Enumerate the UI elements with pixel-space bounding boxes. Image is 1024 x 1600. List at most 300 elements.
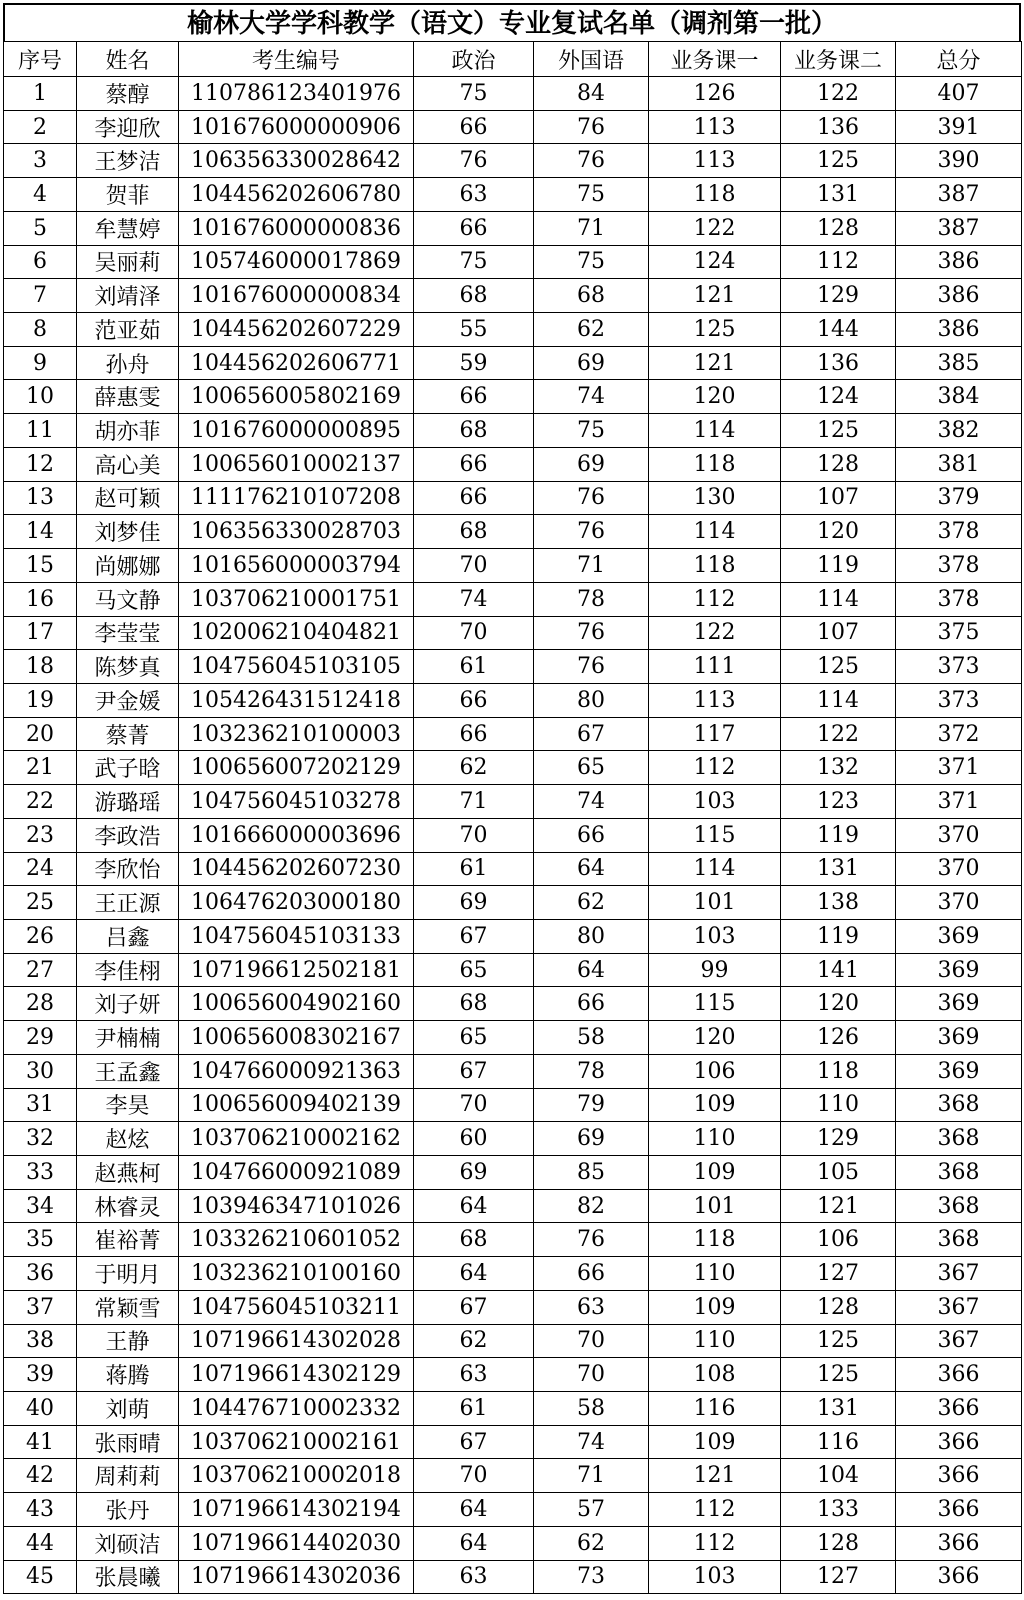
table-row (4, 144, 1022, 178)
cell-course-two: 110 (781, 1088, 896, 1122)
cell-total: 375 (896, 616, 1022, 650)
cell-course-one: 109 (649, 1290, 781, 1324)
table-row (4, 1021, 1022, 1055)
cell-politics: 67 (414, 1054, 534, 1088)
cell-politics: 61 (414, 1392, 534, 1426)
cell-course-one: 122 (649, 616, 781, 650)
cell-foreign-language: 76 (534, 1223, 649, 1257)
cell-foreign-language: 74 (534, 785, 649, 819)
cell-name: 赵可颖 (77, 481, 179, 515)
cell-course-one: 124 (649, 245, 781, 279)
cell-name: 蔡醇 (77, 77, 179, 111)
cell-index: 25 (4, 886, 77, 920)
cell-candidate-id: 101666000003696 (179, 818, 414, 852)
cell-candidate-id: 103326210601052 (179, 1223, 414, 1257)
cell-candidate-id: 104456202606780 (179, 178, 414, 212)
cell-total: 366 (896, 1425, 1022, 1459)
cell-candidate-id: 100656010002137 (179, 447, 414, 481)
table-row (4, 549, 1022, 583)
cell-index: 8 (4, 313, 77, 347)
cell-total: 385 (896, 346, 1022, 380)
cell-course-two: 118 (781, 1054, 896, 1088)
cell-total: 382 (896, 414, 1022, 448)
cell-course-one: 114 (649, 414, 781, 448)
cell-politics: 61 (414, 650, 534, 684)
cell-index: 13 (4, 481, 77, 515)
cell-index: 43 (4, 1493, 77, 1527)
sheet-title: 榆林大学学科教学（语文）专业复试名单（调剂第一批） (3, 3, 1021, 41)
cell-politics: 68 (414, 414, 534, 448)
cell-candidate-id: 105426431512418 (179, 683, 414, 717)
cell-politics: 63 (414, 1358, 534, 1392)
cell-politics: 61 (414, 852, 534, 886)
cell-course-two: 141 (781, 953, 896, 987)
cell-candidate-id: 103236210100160 (179, 1257, 414, 1291)
cell-foreign-language: 67 (534, 717, 649, 751)
cell-course-two: 126 (781, 1021, 896, 1055)
cell-candidate-id: 107196614402030 (179, 1526, 414, 1560)
cell-total: 370 (896, 852, 1022, 886)
cell-total: 386 (896, 313, 1022, 347)
header-total: 总分 (896, 42, 1022, 77)
cell-name: 张雨晴 (77, 1425, 179, 1459)
cell-course-one: 120 (649, 1021, 781, 1055)
cell-course-two: 124 (781, 380, 896, 414)
cell-politics: 64 (414, 1493, 534, 1527)
cell-index: 44 (4, 1526, 77, 1560)
cell-total: 368 (896, 1122, 1022, 1156)
cell-index: 30 (4, 1054, 77, 1088)
table-row (4, 919, 1022, 953)
cell-total: 372 (896, 717, 1022, 751)
header-foreign-language: 外国语 (534, 42, 649, 77)
cell-foreign-language: 85 (534, 1156, 649, 1190)
cell-course-one: 121 (649, 346, 781, 380)
cell-foreign-language: 62 (534, 886, 649, 920)
cell-index: 11 (4, 414, 77, 448)
cell-politics: 75 (414, 245, 534, 279)
cell-candidate-id: 103706210002161 (179, 1425, 414, 1459)
cell-name: 游璐瑶 (77, 785, 179, 819)
cell-name: 贺菲 (77, 178, 179, 212)
cell-name: 周莉莉 (77, 1459, 179, 1493)
cell-course-two: 114 (781, 683, 896, 717)
cell-course-two: 128 (781, 211, 896, 245)
cell-politics: 70 (414, 1088, 534, 1122)
cell-course-two: 127 (781, 1560, 896, 1594)
table-row (4, 1560, 1022, 1594)
cell-total: 387 (896, 211, 1022, 245)
cell-foreign-language: 65 (534, 751, 649, 785)
cell-politics: 71 (414, 785, 534, 819)
cell-course-one: 114 (649, 852, 781, 886)
cell-foreign-language: 71 (534, 549, 649, 583)
cell-name: 于明月 (77, 1257, 179, 1291)
cell-candidate-id: 100656007202129 (179, 751, 414, 785)
table-row (4, 582, 1022, 616)
cell-total: 369 (896, 919, 1022, 953)
cell-course-one: 103 (649, 919, 781, 953)
cell-course-one: 112 (649, 751, 781, 785)
cell-index: 33 (4, 1156, 77, 1190)
cell-candidate-id: 104756045103133 (179, 919, 414, 953)
cell-politics: 65 (414, 1021, 534, 1055)
cell-foreign-language: 78 (534, 1054, 649, 1088)
cell-course-one: 112 (649, 1493, 781, 1527)
cell-candidate-id: 100656008302167 (179, 1021, 414, 1055)
cell-course-one: 118 (649, 549, 781, 583)
cell-politics: 76 (414, 144, 534, 178)
cell-index: 6 (4, 245, 77, 279)
cell-index: 5 (4, 211, 77, 245)
table-row (4, 1392, 1022, 1426)
cell-foreign-language: 63 (534, 1290, 649, 1324)
cell-candidate-id: 100656005802169 (179, 380, 414, 414)
header-index: 序号 (4, 42, 77, 77)
cell-name: 吴丽莉 (77, 245, 179, 279)
cell-candidate-id: 106356330028642 (179, 144, 414, 178)
cell-name: 王孟鑫 (77, 1054, 179, 1088)
cell-total: 366 (896, 1493, 1022, 1527)
cell-course-two: 122 (781, 717, 896, 751)
table-row (4, 414, 1022, 448)
cell-foreign-language: 64 (534, 953, 649, 987)
cell-name: 刘梦佳 (77, 515, 179, 549)
cell-politics: 68 (414, 515, 534, 549)
cell-index: 36 (4, 1257, 77, 1291)
cell-total: 370 (896, 886, 1022, 920)
cell-name: 李昊 (77, 1088, 179, 1122)
cell-course-two: 119 (781, 549, 896, 583)
cell-name: 王静 (77, 1324, 179, 1358)
cell-course-two: 129 (781, 1122, 896, 1156)
cell-foreign-language: 57 (534, 1493, 649, 1527)
cell-total: 369 (896, 953, 1022, 987)
cell-politics: 69 (414, 1156, 534, 1190)
cell-name: 高心美 (77, 447, 179, 481)
table-row (4, 1054, 1022, 1088)
cell-total: 368 (896, 1088, 1022, 1122)
cell-course-one: 122 (649, 211, 781, 245)
cell-index: 1 (4, 77, 77, 111)
cell-course-one: 120 (649, 380, 781, 414)
cell-course-two: 104 (781, 1459, 896, 1493)
cell-course-two: 122 (781, 77, 896, 111)
cell-course-one: 113 (649, 110, 781, 144)
cell-name: 孙舟 (77, 346, 179, 380)
cell-foreign-language: 73 (534, 1560, 649, 1594)
cell-name: 尹楠楠 (77, 1021, 179, 1055)
cell-politics: 65 (414, 953, 534, 987)
cell-foreign-language: 66 (534, 818, 649, 852)
cell-name: 王正源 (77, 886, 179, 920)
cell-index: 34 (4, 1189, 77, 1223)
cell-name: 刘子妍 (77, 987, 179, 1021)
cell-politics: 75 (414, 77, 534, 111)
cell-foreign-language: 75 (534, 178, 649, 212)
cell-candidate-id: 104766000921089 (179, 1156, 414, 1190)
cell-course-one: 99 (649, 953, 781, 987)
cell-politics: 66 (414, 110, 534, 144)
cell-total: 369 (896, 1054, 1022, 1088)
cell-total: 371 (896, 751, 1022, 785)
cell-politics: 66 (414, 481, 534, 515)
cell-total: 370 (896, 818, 1022, 852)
cell-name: 张晨曦 (77, 1560, 179, 1594)
cell-course-two: 136 (781, 346, 896, 380)
candidate-table (3, 41, 1022, 1594)
cell-course-two: 125 (781, 414, 896, 448)
cell-total: 366 (896, 1560, 1022, 1594)
cell-total: 373 (896, 683, 1022, 717)
cell-index: 38 (4, 1324, 77, 1358)
cell-total: 368 (896, 1156, 1022, 1190)
cell-candidate-id: 103706210001751 (179, 582, 414, 616)
cell-foreign-language: 76 (534, 515, 649, 549)
cell-course-one: 113 (649, 144, 781, 178)
cell-name: 陈梦真 (77, 650, 179, 684)
cell-politics: 66 (414, 683, 534, 717)
cell-name: 胡亦菲 (77, 414, 179, 448)
table-row (4, 110, 1022, 144)
cell-index: 19 (4, 683, 77, 717)
cell-name: 李政浩 (77, 818, 179, 852)
cell-foreign-language: 70 (534, 1358, 649, 1392)
cell-foreign-language: 80 (534, 683, 649, 717)
cell-index: 12 (4, 447, 77, 481)
cell-politics: 64 (414, 1257, 534, 1291)
table-row (4, 1290, 1022, 1324)
cell-candidate-id: 104756045103278 (179, 785, 414, 819)
cell-foreign-language: 69 (534, 1122, 649, 1156)
cell-index: 37 (4, 1290, 77, 1324)
cell-name: 李欣怡 (77, 852, 179, 886)
cell-foreign-language: 71 (534, 1459, 649, 1493)
cell-course-two: 125 (781, 1324, 896, 1358)
cell-politics: 67 (414, 919, 534, 953)
cell-name: 张丹 (77, 1493, 179, 1527)
cell-course-one: 117 (649, 717, 781, 751)
table-row (4, 852, 1022, 886)
cell-politics: 62 (414, 1324, 534, 1358)
cell-index: 41 (4, 1425, 77, 1459)
cell-index: 39 (4, 1358, 77, 1392)
cell-course-two: 131 (781, 1392, 896, 1426)
cell-course-one: 130 (649, 481, 781, 515)
cell-foreign-language: 69 (534, 346, 649, 380)
cell-course-one: 109 (649, 1088, 781, 1122)
cell-candidate-id: 104456202606771 (179, 346, 414, 380)
cell-course-one: 112 (649, 1526, 781, 1560)
cell-total: 390 (896, 144, 1022, 178)
cell-candidate-id: 103946347101026 (179, 1189, 414, 1223)
table-row (4, 616, 1022, 650)
cell-name: 马文静 (77, 582, 179, 616)
cell-name: 刘硕洁 (77, 1526, 179, 1560)
cell-candidate-id: 103236210100003 (179, 717, 414, 751)
cell-course-two: 123 (781, 785, 896, 819)
cell-total: 379 (896, 481, 1022, 515)
cell-course-one: 112 (649, 582, 781, 616)
cell-politics: 66 (414, 380, 534, 414)
cell-index: 4 (4, 178, 77, 212)
cell-course-two: 129 (781, 279, 896, 313)
cell-politics: 70 (414, 1459, 534, 1493)
cell-course-one: 115 (649, 818, 781, 852)
cell-name: 李迎欣 (77, 110, 179, 144)
cell-total: 391 (896, 110, 1022, 144)
cell-candidate-id: 106476203000180 (179, 886, 414, 920)
cell-foreign-language: 62 (534, 1526, 649, 1560)
cell-course-two: 116 (781, 1425, 896, 1459)
table-row (4, 683, 1022, 717)
cell-course-two: 106 (781, 1223, 896, 1257)
cell-candidate-id: 104756045103105 (179, 650, 414, 684)
cell-politics: 68 (414, 1223, 534, 1257)
cell-course-one: 110 (649, 1324, 781, 1358)
cell-candidate-id: 101656000003794 (179, 549, 414, 583)
header-course-two: 业务课二 (781, 42, 896, 77)
cell-course-two: 119 (781, 818, 896, 852)
table-row (4, 447, 1022, 481)
cell-course-one: 109 (649, 1156, 781, 1190)
cell-name: 赵燕柯 (77, 1156, 179, 1190)
cell-course-two: 125 (781, 650, 896, 684)
cell-index: 2 (4, 110, 77, 144)
cell-foreign-language: 76 (534, 481, 649, 515)
cell-candidate-id: 110786123401976 (179, 77, 414, 111)
cell-course-one: 118 (649, 447, 781, 481)
cell-total: 371 (896, 785, 1022, 819)
cell-name: 李佳栩 (77, 953, 179, 987)
cell-course-one: 106 (649, 1054, 781, 1088)
table-row (4, 785, 1022, 819)
table-row (4, 1358, 1022, 1392)
cell-candidate-id: 101676000000834 (179, 279, 414, 313)
cell-candidate-id: 103706210002018 (179, 1459, 414, 1493)
cell-index: 18 (4, 650, 77, 684)
cell-index: 29 (4, 1021, 77, 1055)
cell-total: 368 (896, 1223, 1022, 1257)
cell-course-two: 128 (781, 1290, 896, 1324)
cell-index: 22 (4, 785, 77, 819)
cell-total: 369 (896, 987, 1022, 1021)
cell-candidate-id: 111176210107208 (179, 481, 414, 515)
cell-total: 367 (896, 1290, 1022, 1324)
cell-name: 刘萌 (77, 1392, 179, 1426)
cell-foreign-language: 68 (534, 279, 649, 313)
cell-name: 范亚茹 (77, 313, 179, 347)
cell-course-one: 109 (649, 1425, 781, 1459)
cell-index: 27 (4, 953, 77, 987)
cell-candidate-id: 107196614302028 (179, 1324, 414, 1358)
cell-course-one: 101 (649, 1189, 781, 1223)
cell-index: 32 (4, 1122, 77, 1156)
cell-foreign-language: 74 (534, 380, 649, 414)
table-row (4, 886, 1022, 920)
cell-course-two: 125 (781, 1358, 896, 1392)
cell-candidate-id: 103706210002162 (179, 1122, 414, 1156)
cell-total: 384 (896, 380, 1022, 414)
cell-index: 3 (4, 144, 77, 178)
table-row (4, 953, 1022, 987)
cell-name: 崔裕菁 (77, 1223, 179, 1257)
cell-foreign-language: 64 (534, 852, 649, 886)
cell-politics: 70 (414, 616, 534, 650)
cell-foreign-language: 71 (534, 211, 649, 245)
cell-politics: 62 (414, 751, 534, 785)
cell-course-one: 121 (649, 279, 781, 313)
cell-candidate-id: 107196614302194 (179, 1493, 414, 1527)
cell-index: 9 (4, 346, 77, 380)
cell-total: 366 (896, 1358, 1022, 1392)
cell-course-two: 127 (781, 1257, 896, 1291)
cell-course-two: 105 (781, 1156, 896, 1190)
cell-total: 368 (896, 1189, 1022, 1223)
cell-foreign-language: 80 (534, 919, 649, 953)
cell-index: 26 (4, 919, 77, 953)
cell-name: 王梦洁 (77, 144, 179, 178)
cell-candidate-id: 100656004902160 (179, 987, 414, 1021)
cell-candidate-id: 102006210404821 (179, 616, 414, 650)
cell-name: 武子晗 (77, 751, 179, 785)
cell-candidate-id: 104476710002332 (179, 1392, 414, 1426)
cell-foreign-language: 58 (534, 1021, 649, 1055)
table-row (4, 1156, 1022, 1190)
cell-course-two: 107 (781, 616, 896, 650)
cell-name: 赵炫 (77, 1122, 179, 1156)
cell-course-one: 110 (649, 1122, 781, 1156)
cell-politics: 60 (414, 1122, 534, 1156)
cell-foreign-language: 82 (534, 1189, 649, 1223)
cell-candidate-id: 107196614302129 (179, 1358, 414, 1392)
table-row (4, 818, 1022, 852)
cell-name: 蒋腾 (77, 1358, 179, 1392)
cell-total: 378 (896, 515, 1022, 549)
cell-foreign-language: 58 (534, 1392, 649, 1426)
cell-politics: 67 (414, 1425, 534, 1459)
cell-course-two: 112 (781, 245, 896, 279)
cell-politics: 70 (414, 549, 534, 583)
cell-total: 369 (896, 1021, 1022, 1055)
table-row (4, 1122, 1022, 1156)
table-row (4, 1189, 1022, 1223)
cell-course-one: 103 (649, 785, 781, 819)
table-row (4, 1425, 1022, 1459)
cell-candidate-id: 104756045103211 (179, 1290, 414, 1324)
cell-course-two: 138 (781, 886, 896, 920)
cell-course-two: 114 (781, 582, 896, 616)
cell-politics: 66 (414, 717, 534, 751)
cell-foreign-language: 69 (534, 447, 649, 481)
table-row (4, 1493, 1022, 1527)
cell-name: 牟慧婷 (77, 211, 179, 245)
cell-total: 366 (896, 1526, 1022, 1560)
cell-politics: 68 (414, 987, 534, 1021)
cell-foreign-language: 84 (534, 77, 649, 111)
table-row (4, 751, 1022, 785)
cell-candidate-id: 107196612502181 (179, 953, 414, 987)
cell-total: 366 (896, 1459, 1022, 1493)
table-row (4, 650, 1022, 684)
cell-course-two: 131 (781, 852, 896, 886)
cell-total: 373 (896, 650, 1022, 684)
cell-name: 尚娜娜 (77, 549, 179, 583)
cell-course-two: 144 (781, 313, 896, 347)
cell-total: 367 (896, 1257, 1022, 1291)
cell-index: 28 (4, 987, 77, 1021)
cell-index: 15 (4, 549, 77, 583)
